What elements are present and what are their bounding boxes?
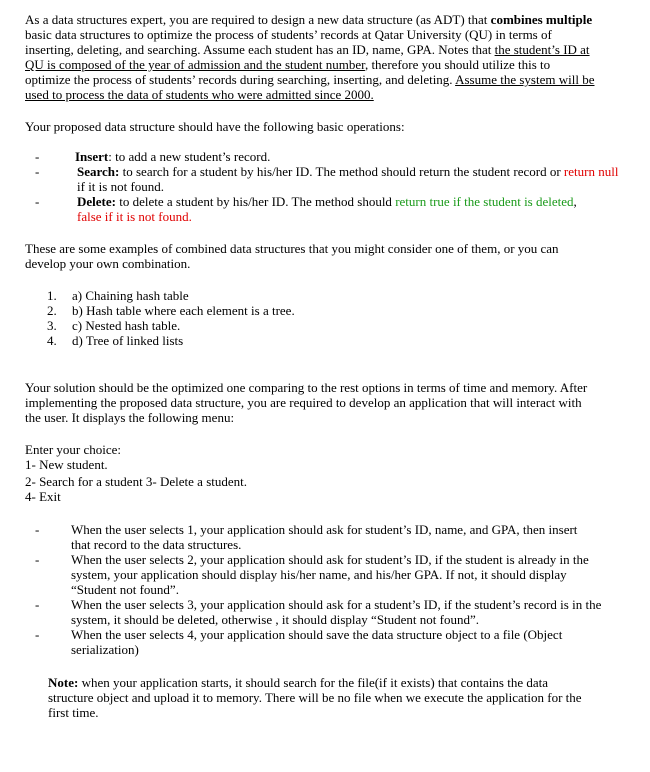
menu-line: Enter your choice: xyxy=(25,442,122,457)
note-label: Note: xyxy=(48,675,79,690)
examples-intro: These are some examples of combined data structures that you might consider one of them, or you can develop your own combination. xyxy=(25,241,559,271)
example-text: d) Tree of linked lists xyxy=(72,333,184,348)
menu-line: 2- Search for a student 3- Delete a student. xyxy=(25,474,248,489)
intro-underline-id: the student’s ID at QU is composed of the year of admission and the student number xyxy=(25,42,590,72)
bullet-dash: - xyxy=(35,597,40,612)
op-delete-text: to delete a student by his/her ID. The method should xyxy=(115,194,396,209)
behavior-item xyxy=(25,597,625,627)
op-search-red: return null xyxy=(563,164,619,179)
op-insert-text: : to add a new student’s record. xyxy=(108,149,271,164)
intro-text-2: basic data structures to optimize the process of students’ records at Qatar University (QU) in terms of inserting, deleting, and searching. Assume each student has an ID, name, GPA. Notes that xyxy=(25,27,552,57)
behavior-item xyxy=(25,627,625,657)
intro-bold-combines: combines multiple xyxy=(490,12,593,27)
behavior-item xyxy=(25,552,625,597)
menu-block xyxy=(25,442,625,504)
example-number: 1. xyxy=(47,288,57,303)
example-number: 4. xyxy=(47,333,57,348)
menu-line: 1- New student. xyxy=(25,457,108,472)
example-item xyxy=(47,303,625,318)
bullet-dash: - xyxy=(35,194,40,209)
solution-paragraph: Your solution should be the optimized one comparing to the rest options in terms of time and memory. After implementing the proposed data structure, you are required to develop an application that will interact with the user. It displays the following menu: xyxy=(25,380,588,425)
operations-intro: Your proposed data structure should have the following basic operations: xyxy=(25,119,405,134)
example-text: c) Nested hash table. xyxy=(72,318,181,333)
bullet-dash: - xyxy=(35,522,40,537)
intro-underline-2000: Assume the system will be used to process the data of students who were admitted since 2000. xyxy=(25,72,595,102)
behavior-text: When the user selects 1, your application should ask for student’s ID, name, and GPA, then insert that record to the data structures. xyxy=(71,522,578,552)
example-number: 3. xyxy=(47,318,57,333)
examples-list xyxy=(47,288,625,348)
op-search-text: to search for a student by his/her ID. The method should return the student record or xyxy=(119,164,564,179)
bullet-dash: - xyxy=(35,164,40,179)
document-page xyxy=(25,12,625,720)
behavior-list xyxy=(25,522,625,657)
operations-list xyxy=(25,149,625,224)
op-delete-red: false if it is not found. xyxy=(77,209,192,224)
behavior-item xyxy=(25,522,625,552)
behavior-text: When the user selects 2, your application should ask for student’s ID, if the student is already in the system, your application should display his/her name, and his/her GPA. If not, it should display “Student not found”. xyxy=(71,552,589,597)
bullet-dash: - xyxy=(35,627,40,642)
op-delete-comma: , xyxy=(573,194,577,209)
op-search xyxy=(25,164,625,194)
example-item xyxy=(47,318,625,333)
menu-line: 4- Exit xyxy=(25,489,61,504)
op-insert xyxy=(25,149,625,164)
example-text: b) Hash table where each element is a tree. xyxy=(72,303,295,318)
op-insert-label: Insert xyxy=(75,149,109,164)
op-search-label: Search: xyxy=(77,164,120,179)
behavior-text: When the user selects 3, your application should ask for a student’s ID, if the student’s record is in the system, it should be deleted, otherwise , it should display “Student not found”. xyxy=(71,597,602,627)
behavior-text: When the user selects 4, your application should save the data structure object to a file (Object serialization) xyxy=(71,627,563,657)
bullet-dash: - xyxy=(35,149,40,164)
example-item xyxy=(47,333,625,348)
intro-text-3: , therefore you should utilize this to optimize the process of students’ records during searching, inserting, and deleting. xyxy=(25,57,551,87)
op-delete-green: return true if the student is deleted xyxy=(395,194,574,209)
example-text: a) Chaining hash table xyxy=(72,288,189,303)
intro-text-1: As a data structures expert, you are required to design a new data structure (as ADT) that xyxy=(25,12,491,27)
op-search-end: if it is not found. xyxy=(77,179,165,194)
note-paragraph xyxy=(48,675,593,720)
bullet-dash: - xyxy=(35,552,40,567)
intro-paragraph xyxy=(25,12,597,102)
example-item xyxy=(47,288,625,303)
op-delete xyxy=(25,194,625,224)
op-delete-label: Delete: xyxy=(77,194,116,209)
example-number: 2. xyxy=(47,303,57,318)
note-text: when your application starts, it should search for the file(if it exists) that contains the data structure object and upload it to memory. There will be no file when we execute the application for the first time. xyxy=(48,675,582,720)
